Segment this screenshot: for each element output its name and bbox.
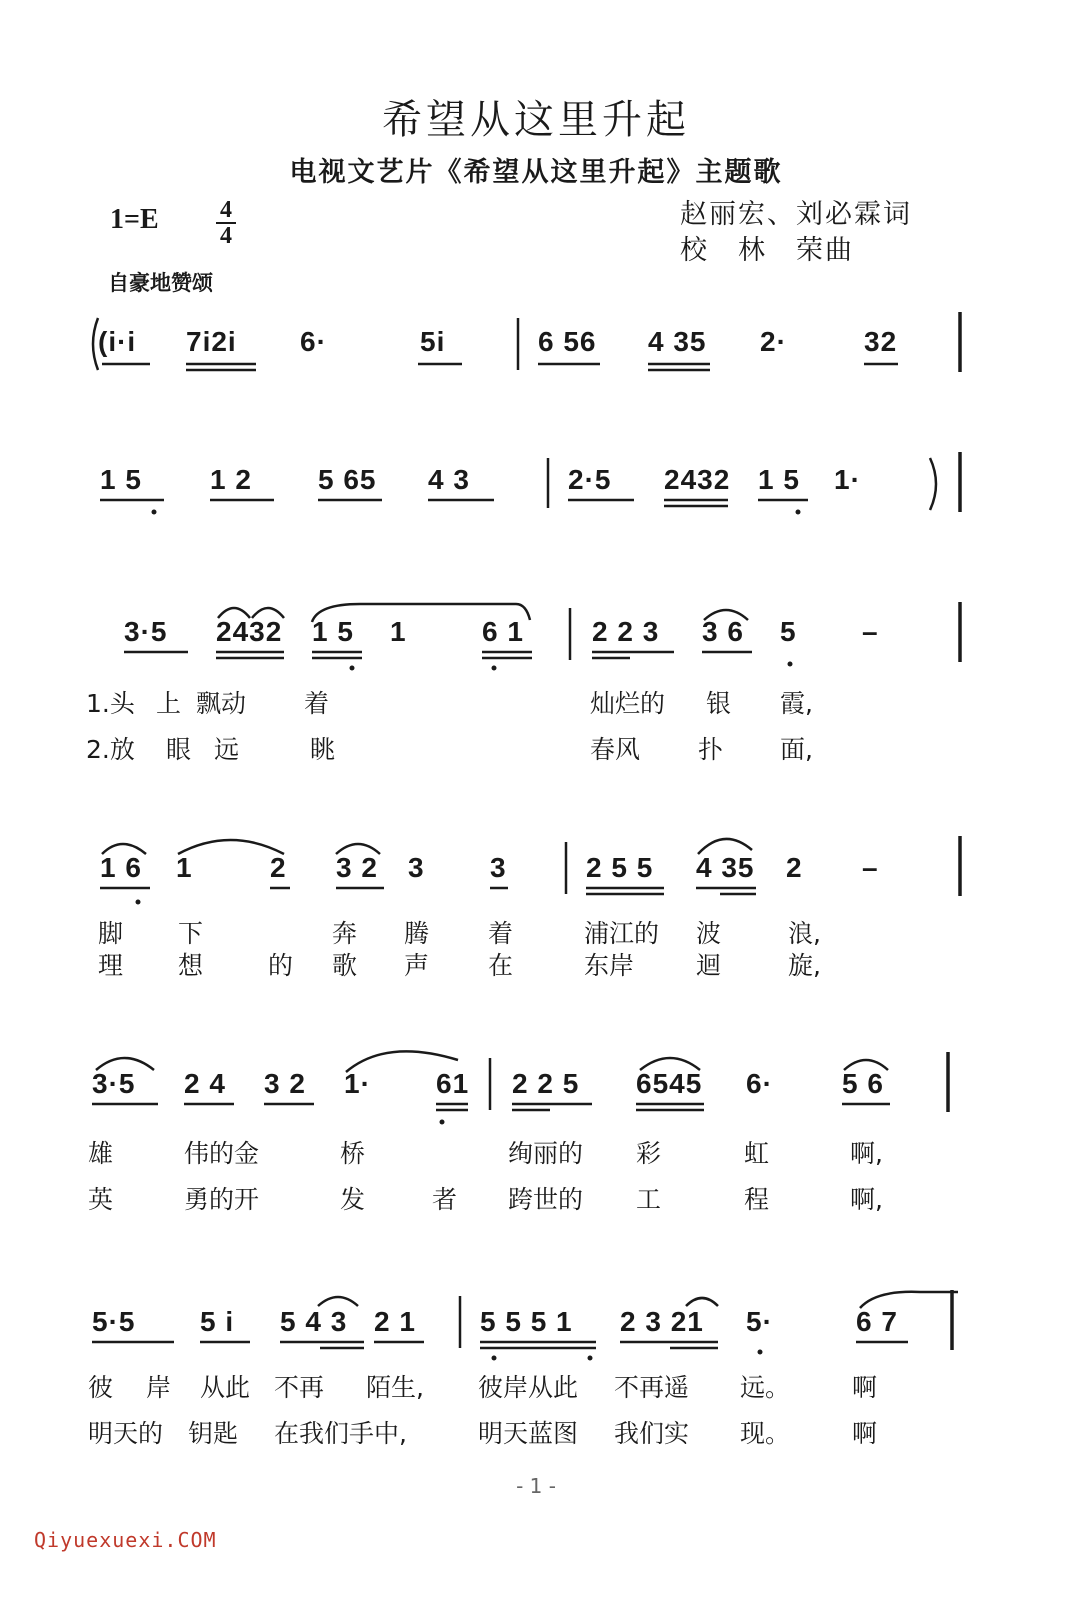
slur-arc (318, 1297, 358, 1306)
note-group: 3 2 (336, 852, 378, 883)
note-group: 3·5 (92, 1068, 136, 1099)
lyric-syllable: 声 (404, 951, 430, 980)
note-group: 3 (490, 852, 507, 883)
lyric-syllable: 1.头 (86, 689, 135, 718)
lyric-syllable: 从此 (200, 1373, 251, 1402)
augmentation-dot (788, 662, 793, 667)
lyric-syllable: 跨世的 (508, 1185, 584, 1214)
note-group: 5 4 3 (280, 1306, 348, 1337)
rest-dash: – (862, 852, 879, 883)
rest-dash: – (862, 616, 879, 647)
lyric-syllable: 旋, (788, 951, 821, 980)
note-group: 5 6 (842, 1068, 884, 1099)
lyric-syllable: 现。 (740, 1419, 791, 1448)
lyric-syllable: 程 (744, 1185, 770, 1214)
time-denominator: 4 (220, 223, 232, 249)
page-number: - 1 - (516, 1474, 556, 1498)
low-octave-dot (492, 666, 497, 671)
lyric-syllable: 伟的金 (184, 1139, 260, 1168)
low-octave-dot (152, 510, 157, 515)
tie-arc (178, 840, 284, 854)
low-octave-dot (796, 510, 801, 515)
lyric-syllable: 腾 (404, 919, 430, 948)
note-group: 2 4 (184, 1068, 226, 1099)
note-group: 2· (760, 326, 787, 357)
lyric-syllable: 不再遥 (614, 1373, 690, 1402)
low-octave-dot (440, 1120, 445, 1125)
lyric-syllable: 歌 (332, 951, 358, 980)
note-group: 6· (300, 326, 327, 357)
lyric-syllable: 2.放 (86, 735, 135, 764)
note-group: 6 1 (482, 616, 524, 647)
note-group: 6· (746, 1068, 773, 1099)
lyric-syllable: 飘动 (196, 689, 247, 718)
lyric-syllable: 面, (780, 735, 813, 764)
lyric-syllable: 啊, (850, 1185, 883, 1214)
lyric-syllable: 迴 (696, 951, 722, 980)
closing-bracket (930, 458, 936, 510)
lyric-syllable: 啊, (850, 1139, 883, 1168)
lyric-syllable: 我们实 (614, 1419, 690, 1448)
note-group: 1 2 (210, 464, 252, 495)
note-group: 6545 (636, 1068, 703, 1099)
lyric-syllable: 绚丽的 (508, 1139, 584, 1168)
lyric-syllable: 奔 (332, 919, 358, 948)
note-group: 2 5 5 (586, 852, 654, 883)
lyricist-credit: 赵丽宏、刘必霖词 (680, 199, 912, 230)
note-group: 5 (780, 616, 797, 647)
note-group: 4 3 (428, 464, 470, 495)
lyric-syllable: 钥匙 (188, 1419, 239, 1448)
note-group: 5i (420, 326, 446, 357)
lyric-syllable: 着 (488, 919, 514, 948)
lyric-syllable: 雄 (88, 1139, 114, 1168)
note-group: 61 (436, 1068, 470, 1099)
note-group: 5·5 (92, 1306, 136, 1337)
composer-credit: 校 林 荣曲 (680, 235, 854, 266)
site-watermark[interactable]: Qiyuexuexi.COM (34, 1528, 217, 1552)
lyric-syllable: 上 (156, 689, 182, 718)
lyric-syllable: 浦江的 (584, 919, 660, 948)
note-group: 4 35 (696, 852, 755, 883)
note-group: 5 65 (318, 464, 377, 495)
lyric-syllable: 远 (214, 735, 240, 764)
lyric-syllable: 发 (340, 1185, 366, 1214)
note-group: 32 (864, 326, 898, 357)
note-group: 6 56 (538, 326, 597, 357)
lyric-syllable: 银 (706, 689, 732, 718)
lyric-syllable: 彼 (88, 1373, 114, 1402)
note-group: 1· (344, 1068, 371, 1099)
lyric-syllable: 着 (304, 689, 330, 718)
note-group: 2 1 (374, 1306, 416, 1337)
key-signature: 1=E (110, 204, 159, 235)
lyric-syllable: 英 (88, 1185, 114, 1214)
lyric-syllable: 彼岸从此 (478, 1373, 579, 1402)
lyric-syllable: 明天的 (88, 1419, 164, 1448)
lyric-syllable: 啊 (852, 1373, 878, 1402)
lyric-syllable: 眼 (166, 735, 192, 764)
note-group: 1 5 (100, 464, 142, 495)
lyric-syllable: 眺 (310, 735, 336, 764)
lyric-syllable: 不再 (274, 1373, 325, 1402)
lyric-syllable: 的 (268, 951, 294, 980)
note-group: 1 5 (312, 616, 354, 647)
lyric-syllable: 浪, (788, 919, 821, 948)
note-group: 5 i (200, 1306, 235, 1337)
lyric-syllable: 在我们手中, (274, 1419, 407, 1448)
note-group: 1 (390, 616, 407, 647)
note-group: 2 (786, 852, 803, 883)
lyric-syllable: 波 (696, 919, 722, 948)
lyric-syllable: 陌生, (366, 1373, 424, 1402)
note-group: 2432 (216, 616, 283, 647)
lyric-syllable: 下 (178, 919, 204, 948)
tempo-marking: 自豪地赞颂 (108, 271, 213, 295)
note-group: 5 5 5 1 (480, 1306, 573, 1337)
note-group: 3 (408, 852, 425, 883)
lyric-syllable: 霞, (780, 689, 813, 718)
lyric-syllable: 勇的开 (184, 1185, 260, 1214)
lyric-syllable: 工 (636, 1185, 662, 1214)
lyric-syllable: 者 (432, 1185, 458, 1214)
lyric-syllable: 在 (488, 951, 514, 980)
note-group: 2432 (664, 464, 731, 495)
song-subtitle: 电视文艺片《希望从这里升起》主题歌 (289, 157, 783, 188)
note-group: (i·i (98, 326, 137, 357)
note-group: 2 (270, 852, 287, 883)
low-octave-dot (350, 666, 355, 671)
note-group: 4 35 (648, 326, 707, 357)
lyric-syllable: 岸 (146, 1373, 172, 1402)
note-group: 3 2 (264, 1068, 306, 1099)
lyric-syllable: 啊 (852, 1419, 878, 1448)
lyric-syllable: 理 (98, 951, 124, 980)
lyric-syllable: 彩 (636, 1139, 662, 1168)
lyric-syllable: 远。 (740, 1373, 791, 1402)
lyric-syllable: 桥 (340, 1139, 366, 1168)
song-title: 希望从这里升起 (382, 97, 690, 143)
time-numerator: 4 (220, 197, 232, 223)
lyric-syllable: 虹 (744, 1139, 770, 1168)
slur-arc (686, 1298, 718, 1306)
lyric-syllable: 明天蓝图 (478, 1419, 579, 1448)
note-group: 1 5 (758, 464, 800, 495)
note-group: 3 6 (702, 616, 744, 647)
note-group: 2 3 21 (620, 1306, 704, 1337)
lyric-syllable: 灿烂的 (590, 689, 666, 718)
note-group: 7i2i (186, 326, 237, 357)
note-group: 2·5 (568, 464, 612, 495)
note-group: 1· (834, 464, 861, 495)
lyric-syllable: 扑 (698, 735, 724, 764)
low-octave-dot (492, 1356, 497, 1361)
low-octave-dot (136, 900, 141, 905)
note-group: 2 2 3 (592, 616, 660, 647)
lyric-syllable: 想 (178, 951, 204, 980)
note-group: 3·5 (124, 616, 168, 647)
low-octave-dot (758, 1350, 763, 1355)
note-group: 6 7 (856, 1306, 898, 1337)
note-group: 1 6 (100, 852, 142, 883)
lyric-syllable: 春风 (590, 735, 641, 764)
lyric-syllable: 脚 (98, 919, 124, 948)
low-octave-dot (588, 1356, 593, 1361)
note-group: 5· (746, 1306, 773, 1337)
lyric-syllable: 东岸 (584, 951, 635, 980)
note-group: 2 2 5 (512, 1068, 580, 1099)
note-group: 1 (176, 852, 193, 883)
